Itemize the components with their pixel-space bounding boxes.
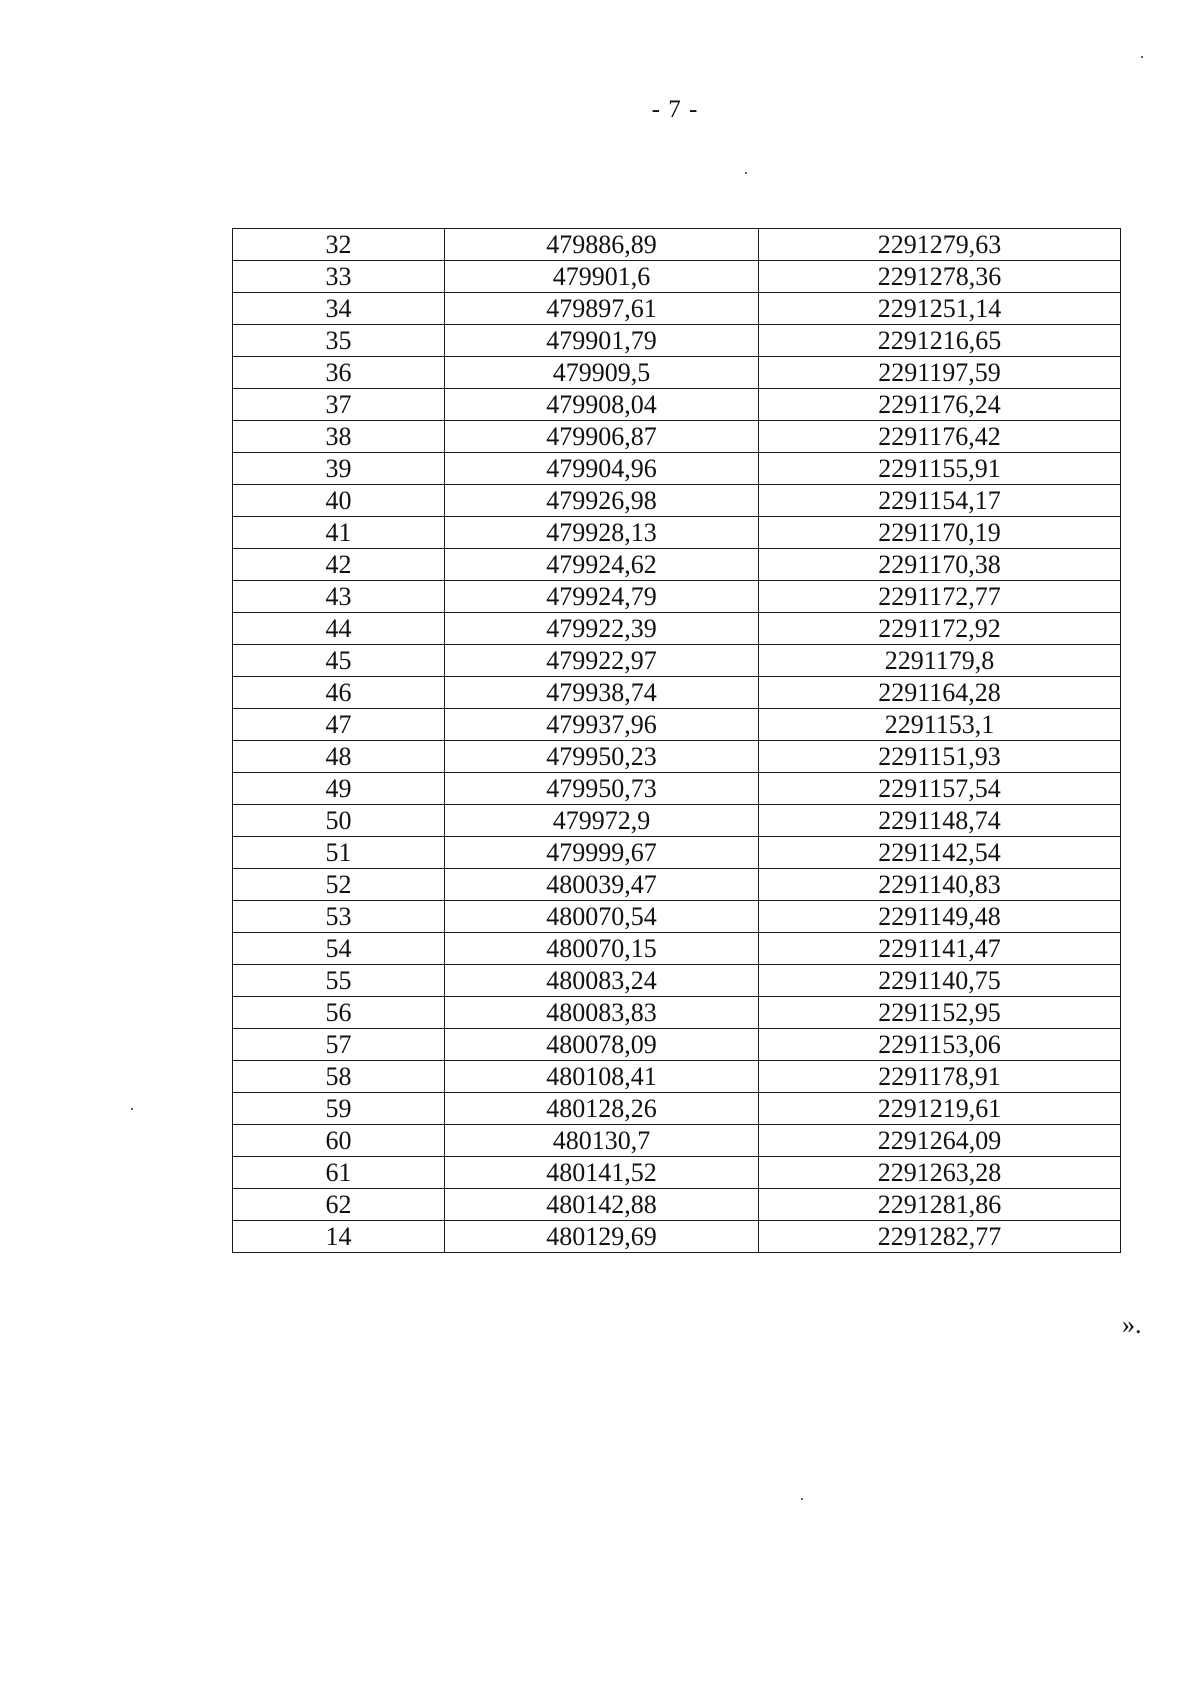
x-coordinate-cell: 479901,79 <box>445 325 759 357</box>
point-number-cell: 37 <box>233 389 445 421</box>
table-row <box>233 389 1121 421</box>
y-coordinate-cell: 2291152,95 <box>759 997 1121 1029</box>
y-coordinate-cell: 2291140,75 <box>759 965 1121 997</box>
table-row <box>233 901 1121 933</box>
table-row <box>233 357 1121 389</box>
x-coordinate-cell: 480142,88 <box>445 1189 759 1221</box>
point-number-cell: 45 <box>233 645 445 677</box>
point-number-cell: 49 <box>233 773 445 805</box>
page-number: - 7 - <box>651 96 699 123</box>
y-coordinate-cell: 2291264,09 <box>759 1125 1121 1157</box>
point-number-cell: 53 <box>233 901 445 933</box>
y-coordinate-cell: 2291153,06 <box>759 1029 1121 1061</box>
x-coordinate-cell: 479928,13 <box>445 517 759 549</box>
table-row <box>233 741 1121 773</box>
x-coordinate-cell: 479924,62 <box>445 549 759 581</box>
x-coordinate-cell: 480078,09 <box>445 1029 759 1061</box>
y-coordinate-cell: 2291157,54 <box>759 773 1121 805</box>
y-coordinate-cell: 2291282,77 <box>759 1221 1121 1253</box>
table-row <box>233 837 1121 869</box>
y-coordinate-cell: 2291176,24 <box>759 389 1121 421</box>
x-coordinate-cell: 480070,15 <box>445 933 759 965</box>
y-coordinate-cell: 2291155,91 <box>759 453 1121 485</box>
point-number-cell: 59 <box>233 1093 445 1125</box>
table-row <box>233 1189 1121 1221</box>
table-row <box>233 1221 1121 1253</box>
table-row <box>233 997 1121 1029</box>
table-row <box>233 965 1121 997</box>
point-number-cell: 34 <box>233 293 445 325</box>
x-coordinate-cell: 479950,23 <box>445 741 759 773</box>
scan-speck <box>131 1108 133 1110</box>
point-number-cell: 61 <box>233 1157 445 1189</box>
x-coordinate-cell: 479897,61 <box>445 293 759 325</box>
table-row <box>233 805 1121 837</box>
table-row <box>233 485 1121 517</box>
table-row <box>233 1093 1121 1125</box>
table-row <box>233 421 1121 453</box>
coordinates-table <box>232 228 1121 1253</box>
closing-quote-mark: ». <box>1122 1310 1142 1339</box>
table-row <box>233 581 1121 613</box>
table-row <box>233 613 1121 645</box>
table-row <box>233 773 1121 805</box>
x-coordinate-cell: 479924,79 <box>445 581 759 613</box>
x-coordinate-cell: 479999,67 <box>445 837 759 869</box>
table-row <box>233 293 1121 325</box>
point-number-cell: 41 <box>233 517 445 549</box>
y-coordinate-cell: 2291149,48 <box>759 901 1121 933</box>
x-coordinate-cell: 479937,96 <box>445 709 759 741</box>
x-coordinate-cell: 480128,26 <box>445 1093 759 1125</box>
point-number-cell: 43 <box>233 581 445 613</box>
x-coordinate-cell: 479926,98 <box>445 485 759 517</box>
x-coordinate-cell: 480141,52 <box>445 1157 759 1189</box>
x-coordinate-cell: 479886,89 <box>445 229 759 261</box>
y-coordinate-cell: 2291170,19 <box>759 517 1121 549</box>
point-number-cell: 14 <box>233 1221 445 1253</box>
table-row <box>233 869 1121 901</box>
table-row <box>233 933 1121 965</box>
point-number-cell: 58 <box>233 1061 445 1093</box>
x-coordinate-cell: 480083,83 <box>445 997 759 1029</box>
x-coordinate-cell: 479901,6 <box>445 261 759 293</box>
point-number-cell: 50 <box>233 805 445 837</box>
y-coordinate-cell: 2291179,8 <box>759 645 1121 677</box>
y-coordinate-cell: 2291148,74 <box>759 805 1121 837</box>
x-coordinate-cell: 480070,54 <box>445 901 759 933</box>
y-coordinate-cell: 2291197,59 <box>759 357 1121 389</box>
x-coordinate-cell: 479909,5 <box>445 357 759 389</box>
y-coordinate-cell: 2291153,1 <box>759 709 1121 741</box>
y-coordinate-cell: 2291251,14 <box>759 293 1121 325</box>
point-number-cell: 44 <box>233 613 445 645</box>
point-number-cell: 48 <box>233 741 445 773</box>
table-row <box>233 453 1121 485</box>
y-coordinate-cell: 2291219,61 <box>759 1093 1121 1125</box>
x-coordinate-cell: 479950,73 <box>445 773 759 805</box>
table-row <box>233 325 1121 357</box>
x-coordinate-cell: 480130,7 <box>445 1125 759 1157</box>
y-coordinate-cell: 2291140,83 <box>759 869 1121 901</box>
y-coordinate-cell: 2291172,77 <box>759 581 1121 613</box>
scan-speck <box>1141 56 1143 58</box>
point-number-cell: 57 <box>233 1029 445 1061</box>
scan-speck <box>745 172 747 174</box>
y-coordinate-cell: 2291279,63 <box>759 229 1121 261</box>
y-coordinate-cell: 2291281,86 <box>759 1189 1121 1221</box>
y-coordinate-cell: 2291164,28 <box>759 677 1121 709</box>
table-row <box>233 1029 1121 1061</box>
table-row <box>233 1061 1121 1093</box>
coordinates-table-body <box>233 229 1121 1253</box>
point-number-cell: 62 <box>233 1189 445 1221</box>
point-number-cell: 56 <box>233 997 445 1029</box>
y-coordinate-cell: 2291178,91 <box>759 1061 1121 1093</box>
x-coordinate-cell: 479938,74 <box>445 677 759 709</box>
table-row <box>233 1157 1121 1189</box>
point-number-cell: 52 <box>233 869 445 901</box>
point-number-cell: 38 <box>233 421 445 453</box>
point-number-cell: 40 <box>233 485 445 517</box>
point-number-cell: 60 <box>233 1125 445 1157</box>
scan-speck <box>801 1498 803 1500</box>
table-row <box>233 229 1121 261</box>
y-coordinate-cell: 2291170,38 <box>759 549 1121 581</box>
x-coordinate-cell: 479904,96 <box>445 453 759 485</box>
y-coordinate-cell: 2291142,54 <box>759 837 1121 869</box>
y-coordinate-cell: 2291176,42 <box>759 421 1121 453</box>
y-coordinate-cell: 2291151,93 <box>759 741 1121 773</box>
table-row <box>233 677 1121 709</box>
y-coordinate-cell: 2291278,36 <box>759 261 1121 293</box>
table-row <box>233 645 1121 677</box>
x-coordinate-cell: 480083,24 <box>445 965 759 997</box>
table-row <box>233 709 1121 741</box>
point-number-cell: 47 <box>233 709 445 741</box>
x-coordinate-cell: 479906,87 <box>445 421 759 453</box>
x-coordinate-cell: 479922,39 <box>445 613 759 645</box>
point-number-cell: 39 <box>233 453 445 485</box>
point-number-cell: 54 <box>233 933 445 965</box>
x-coordinate-cell: 480108,41 <box>445 1061 759 1093</box>
table-row <box>233 549 1121 581</box>
x-coordinate-cell: 479922,97 <box>445 645 759 677</box>
y-coordinate-cell: 2291172,92 <box>759 613 1121 645</box>
table-row <box>233 517 1121 549</box>
point-number-cell: 35 <box>233 325 445 357</box>
x-coordinate-cell: 479972,9 <box>445 805 759 837</box>
point-number-cell: 33 <box>233 261 445 293</box>
point-number-cell: 55 <box>233 965 445 997</box>
point-number-cell: 36 <box>233 357 445 389</box>
x-coordinate-cell: 480129,69 <box>445 1221 759 1253</box>
point-number-cell: 42 <box>233 549 445 581</box>
table-row <box>233 261 1121 293</box>
point-number-cell: 51 <box>233 837 445 869</box>
point-number-cell: 46 <box>233 677 445 709</box>
y-coordinate-cell: 2291216,65 <box>759 325 1121 357</box>
table-row <box>233 1125 1121 1157</box>
y-coordinate-cell: 2291141,47 <box>759 933 1121 965</box>
x-coordinate-cell: 479908,04 <box>445 389 759 421</box>
y-coordinate-cell: 2291263,28 <box>759 1157 1121 1189</box>
point-number-cell: 32 <box>233 229 445 261</box>
x-coordinate-cell: 480039,47 <box>445 869 759 901</box>
y-coordinate-cell: 2291154,17 <box>759 485 1121 517</box>
